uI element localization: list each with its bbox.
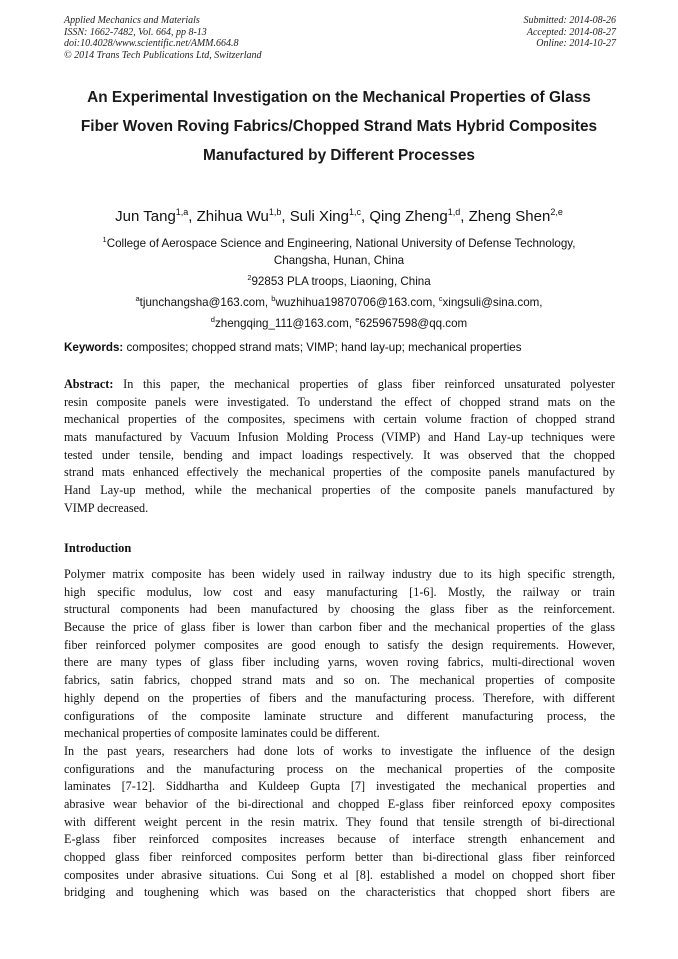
emails-line-1 [40,290,638,311]
author-affil-sup: 1,b [268,207,282,217]
author-name: Zheng Shen [468,208,551,225]
author-affil-sup: 1,c [348,207,361,217]
body-line: high specific modulus, low cost and easy manufacturing [1-6]. Mostly, the railway or train [64,584,615,599]
author-affil-sup: 1,d [447,207,461,217]
author-affil-sup: 2,e [550,207,563,217]
body-line: configurations of the composite laminate structure and different manufacturing process, the [64,708,615,723]
body-line: mechanical properties of composite laminates could be different. [64,726,380,741]
body-line: configurations and the manufacturing process on the mechanical properties of the composite [64,761,615,776]
body-line: highly depend on the properties of fibers and the manufacturing process. Therefore, with different [64,690,615,705]
body-line: fabrics, satin fabrics, chopped strand mats and so on. The mechanical properties of composite [64,673,615,688]
title-line: An Experimental Investigation on the Mechanical Properties of Glass [87,89,591,106]
author-name: Zhihua Wu [196,208,269,225]
abstract-text: In this paper, the mechanical properties of glass fiber reinforced unsaturated polyester [113,377,615,391]
introduction-body [64,566,615,902]
affiliations [40,231,638,331]
section-heading: Introduction [64,541,132,555]
body-line: composites under abrasive situations. Cui Song et al [8]. established a model on chopped short fiber [64,867,615,882]
dates-header [524,15,617,50]
abstract-line: strand mats enhanced effectively the mechanical properties of the composite panels manufactured by [64,465,615,480]
keywords-label: Keywords: [64,341,124,354]
affil-text: 92853 PLA troops, Liaoning, China [251,274,431,288]
email: 625967598@qq.com [359,316,468,330]
email-sup: e [355,314,360,324]
journal-header [64,15,262,61]
email-sup: a [135,293,140,303]
affil-sup: 2 [247,272,252,282]
body-line: there are many types of glass fiber including yarns, woven roving fabrics, multi-directional woven [64,655,615,670]
title-line: Manufactured by Different Processes [203,147,475,164]
abstract-line: resin composite panels were investigated. To understand the effect of chopped strand mats on the [64,394,615,409]
body-line: chopped glass fiber reinforced composites perform better than bi-directional glass fiber reinforced [64,850,615,864]
body-line: structural components had been manufactured by choosing the glass fiber as the reinforcement. [64,602,615,617]
email-sup: b [271,293,276,303]
body-line: with different weight percent in the resin matrix. They found that tensile strength of bi-directional [64,814,615,829]
abstract-line: mats manufactured by Vacuum Infusion Molding Process (VIMP) and Hand Lay-up techniques were [64,430,615,445]
body-line: abrasive wear behavior of the bi-directional and chopped E-glass fiber reinforced epoxy composites [64,796,615,811]
accepted-date: Accepted: 2014-08-27 [526,26,616,38]
copyright: © 2014 Trans Tech Publications Ltd, Switzerland [64,49,262,61]
author-affil-sup: 1,a [175,207,189,217]
journal-name: Applied Mechanics and Materials [64,15,200,26]
body-line: laminates [7-12]. Siddhartha and Kuldeep Gupta [7] investigated the mechanical properties and [64,779,615,794]
email: zhengqing_111@163.com, [214,316,356,330]
abstract-line: tested under tensile, bending and impact loadings respectively. It was observed that the chopped [64,447,615,462]
affil-sup: 1 [102,235,107,244]
submitted-date: Submitted: 2014-08-26 [523,15,616,26]
abstract-line: Hand Lay-up method, while the mechanical properties of the composite panels manufactured by [64,483,615,498]
abstract-line: mechanical properties of the composites, specimens with certain volume fraction of chopped strand [64,412,615,427]
body-line: Polymer matrix composite has been widely used in railway industry due to its high specific strength, [64,567,615,581]
abstract [64,376,615,518]
email: xingsuli@sina.com, [442,295,543,309]
affiliation-1-cont: Changsha, Hunan, China [273,253,405,267]
affiliation-2 [40,269,638,290]
affil-text: College of Aerospace Science and Engineering, National University of Defense Technology, [106,236,576,250]
body-line: bridging and toughening which was based on the characteristics that chopped short fibers are [64,885,615,900]
keywords [64,341,522,354]
email-sup: c [438,293,443,303]
paper-title [40,83,638,170]
abstract-line [64,376,615,394]
abstract-label: Abstract: [64,377,114,391]
email-sup: d [210,314,215,324]
author-list: Jun Tang$^{1,a}$, Zhihua Wu$^{1,b}$, Suli Xing$^{1,c}$, Qing Zheng$^{1,d}$, Zheng Shen$^{2,e}$ [115,207,563,225]
doi: doi:10.4028/www.scientific.net/AMM.664.8 [64,38,239,49]
email: tjunchangsha@163.com, [139,295,272,309]
keywords-text: composites; chopped strand mats; VIMP; hand lay-up; mechanical properties [123,341,522,354]
email: wuzhihua19870706@163.com, [275,295,439,309]
author-name: Jun Tang [115,208,176,225]
online-date: Online: 2014-10-27 [536,38,616,49]
body-line: In the past years, researchers had done lots of works to investigate the influence of the design [64,743,615,758]
issn-volume: ISSN: 1662-7482, Vol. 664, pp 8-13 [64,26,207,38]
title-line: Fiber Woven Roving Fabrics/Chopped Strand Mats Hybrid Composites [80,118,598,135]
body-line: Because the price of glass fiber is lower than carbon fiber and the mechanical properties of the glass [64,620,615,635]
body-line: E-glass fiber reinforced composites increases because of interface strength enhancement and [64,832,615,847]
author-name: Suli Xing [289,208,349,225]
author-name: Qing Zheng [369,208,448,225]
body-line: fiber reinforced polymer composites are good enough to satisfy the design requirements. However, [64,637,615,652]
affiliation-1 [40,231,638,252]
abstract-line: VIMP decreased. [64,500,149,515]
emails-line-2 [40,311,638,332]
